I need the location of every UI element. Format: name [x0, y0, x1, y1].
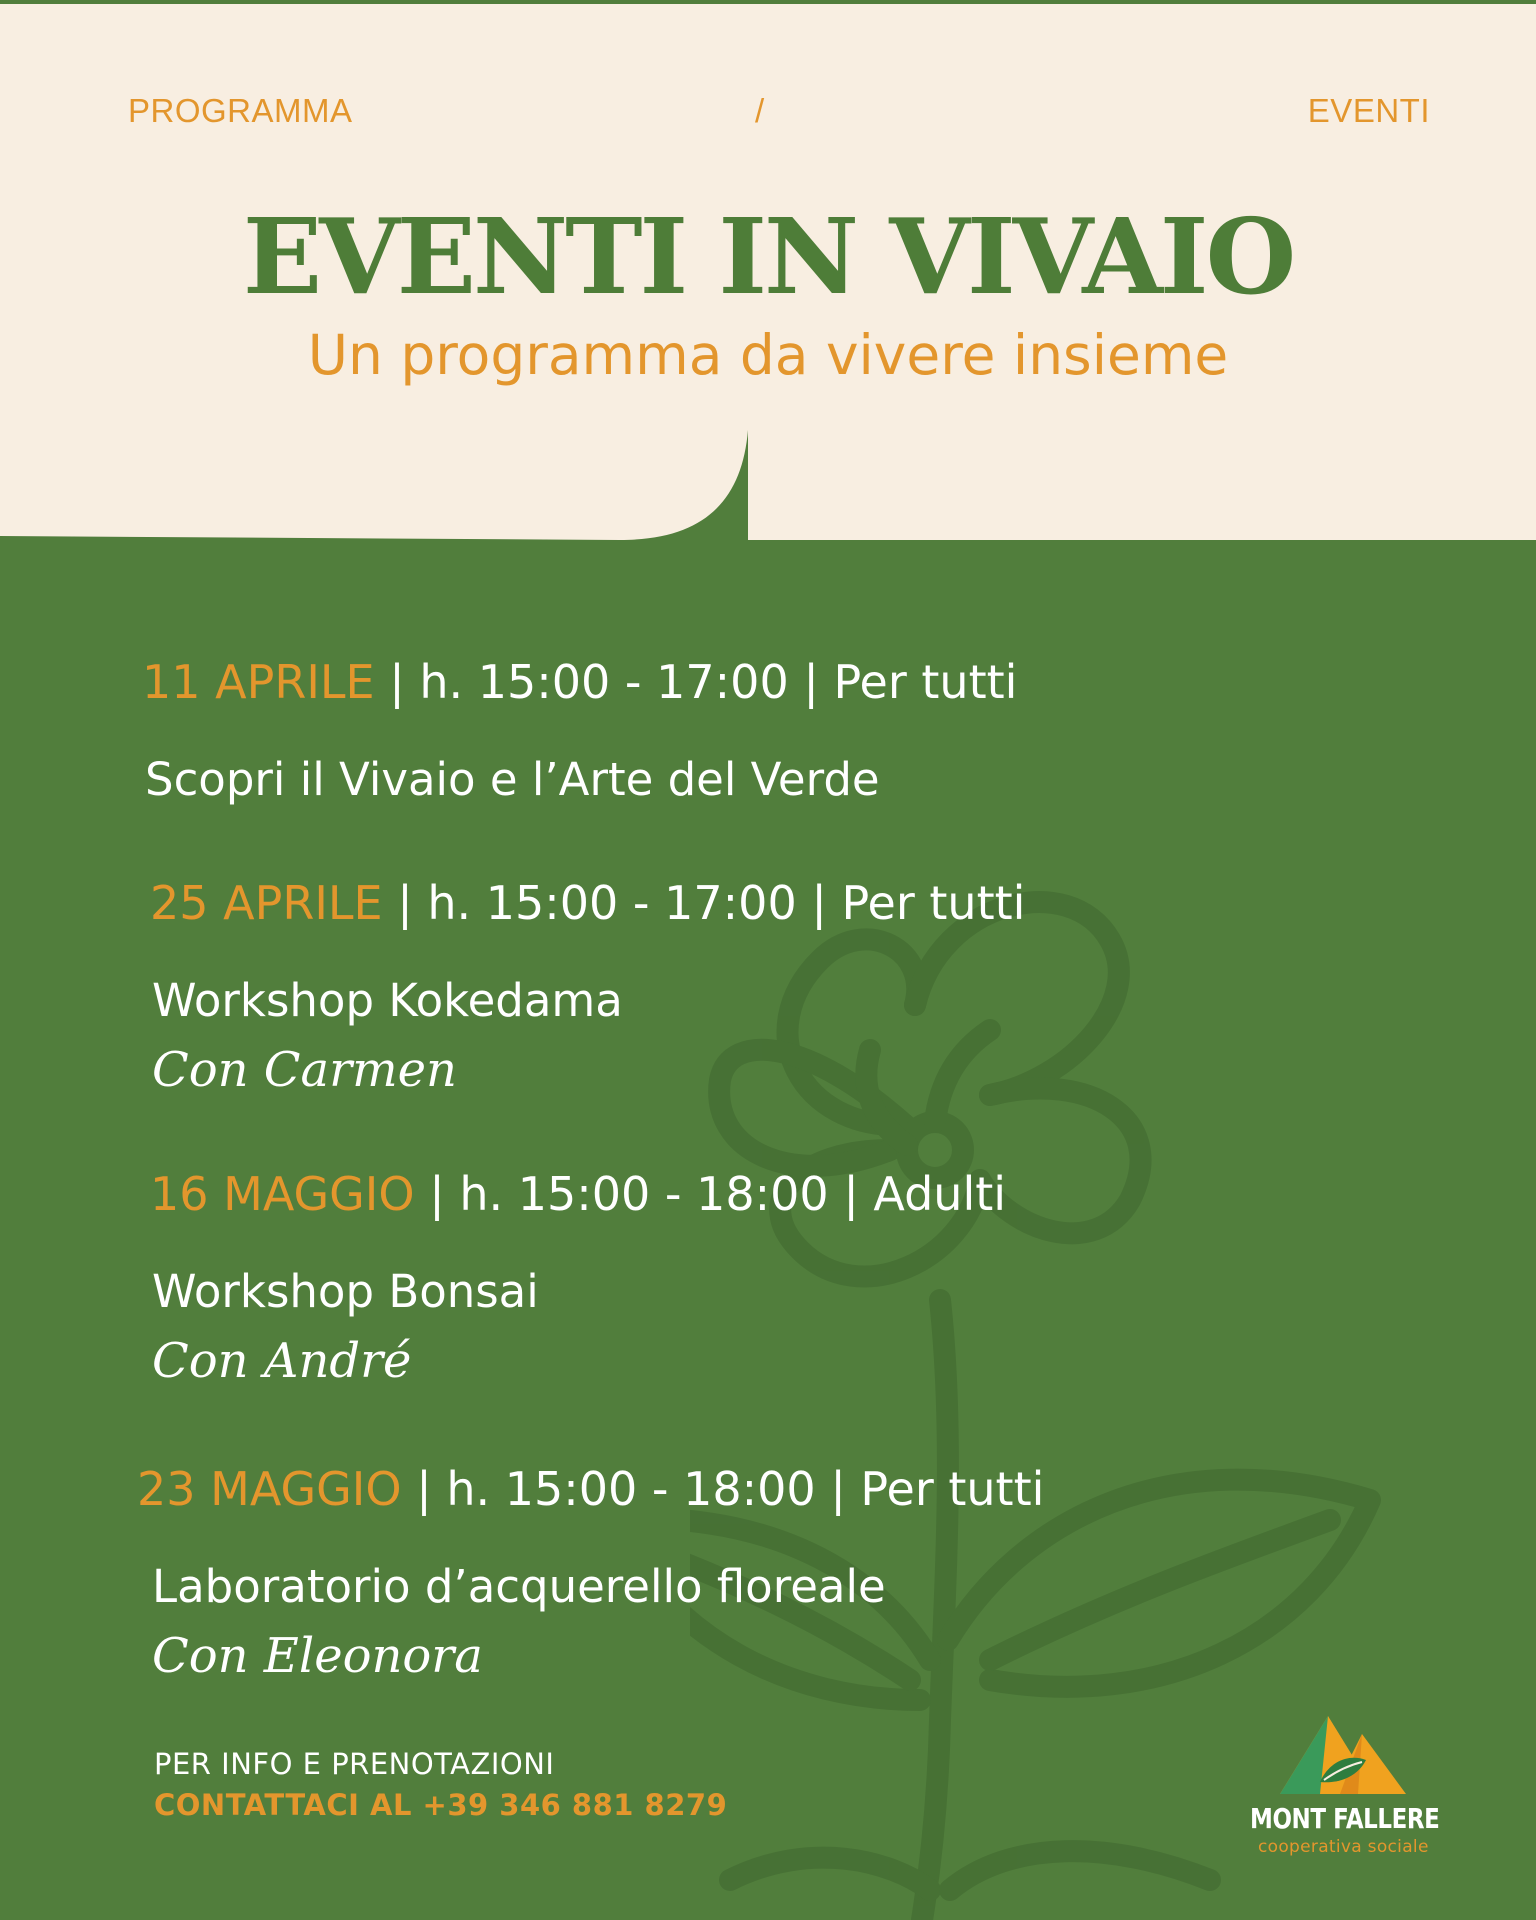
nav-eventi: EVENTI [1307, 92, 1430, 129]
nav-programma: PROGRAMMA [128, 92, 353, 129]
contact-phone: CONTATTACI AL +39 346 881 8279 [154, 1788, 728, 1822]
logo-tagline: cooperativa sociale [1258, 1837, 1429, 1857]
event-2-header [150, 876, 1026, 930]
page-subtitle: Un programma da vivere insieme [307, 323, 1229, 387]
mountains-leaf-icon [1280, 1710, 1410, 1794]
logo [1250, 1710, 1440, 1860]
event-1-header [142, 655, 1018, 709]
event-3-header [150, 1167, 1007, 1221]
event-3-title: Workshop Bonsai [152, 1265, 539, 1318]
info-label: PER INFO E PRENOTAZIONI [154, 1747, 555, 1781]
event-4-date: 23 MAGGIO [137, 1462, 402, 1516]
event-3-host: Con André [152, 1333, 412, 1389]
event-1-date: 11 APRILE [142, 655, 375, 709]
event-4-header [137, 1462, 1045, 1516]
event-4-title: Laboratorio d’acquerello floreale [152, 1560, 886, 1613]
event-3-date: 16 MAGGIO [150, 1167, 415, 1221]
event-3-details: | h. 15:00 - 18:00 | Adulti [414, 1167, 1007, 1221]
event-2-date: 25 APRILE [150, 876, 383, 930]
page-title: EVENTI IN VIVAIO [242, 195, 1294, 318]
event-2-title: Workshop Kokedama [152, 974, 623, 1027]
event-4-details: | h. 15:00 - 18:00 | Per tutti [401, 1462, 1045, 1516]
event-2-host: Con Carmen [152, 1042, 457, 1098]
event-4-host: Con Eleonora [152, 1628, 483, 1684]
event-2-details: | h. 15:00 - 17:00 | Per tutti [382, 876, 1026, 930]
nav-separator: / [755, 92, 765, 129]
event-1-details: | h. 15:00 - 17:00 | Per tutti [374, 655, 1018, 709]
event-1-title: Scopri il Vivaio e l’Arte del Verde [145, 753, 880, 806]
logo-name: MONT FALLERE [1250, 1802, 1440, 1835]
